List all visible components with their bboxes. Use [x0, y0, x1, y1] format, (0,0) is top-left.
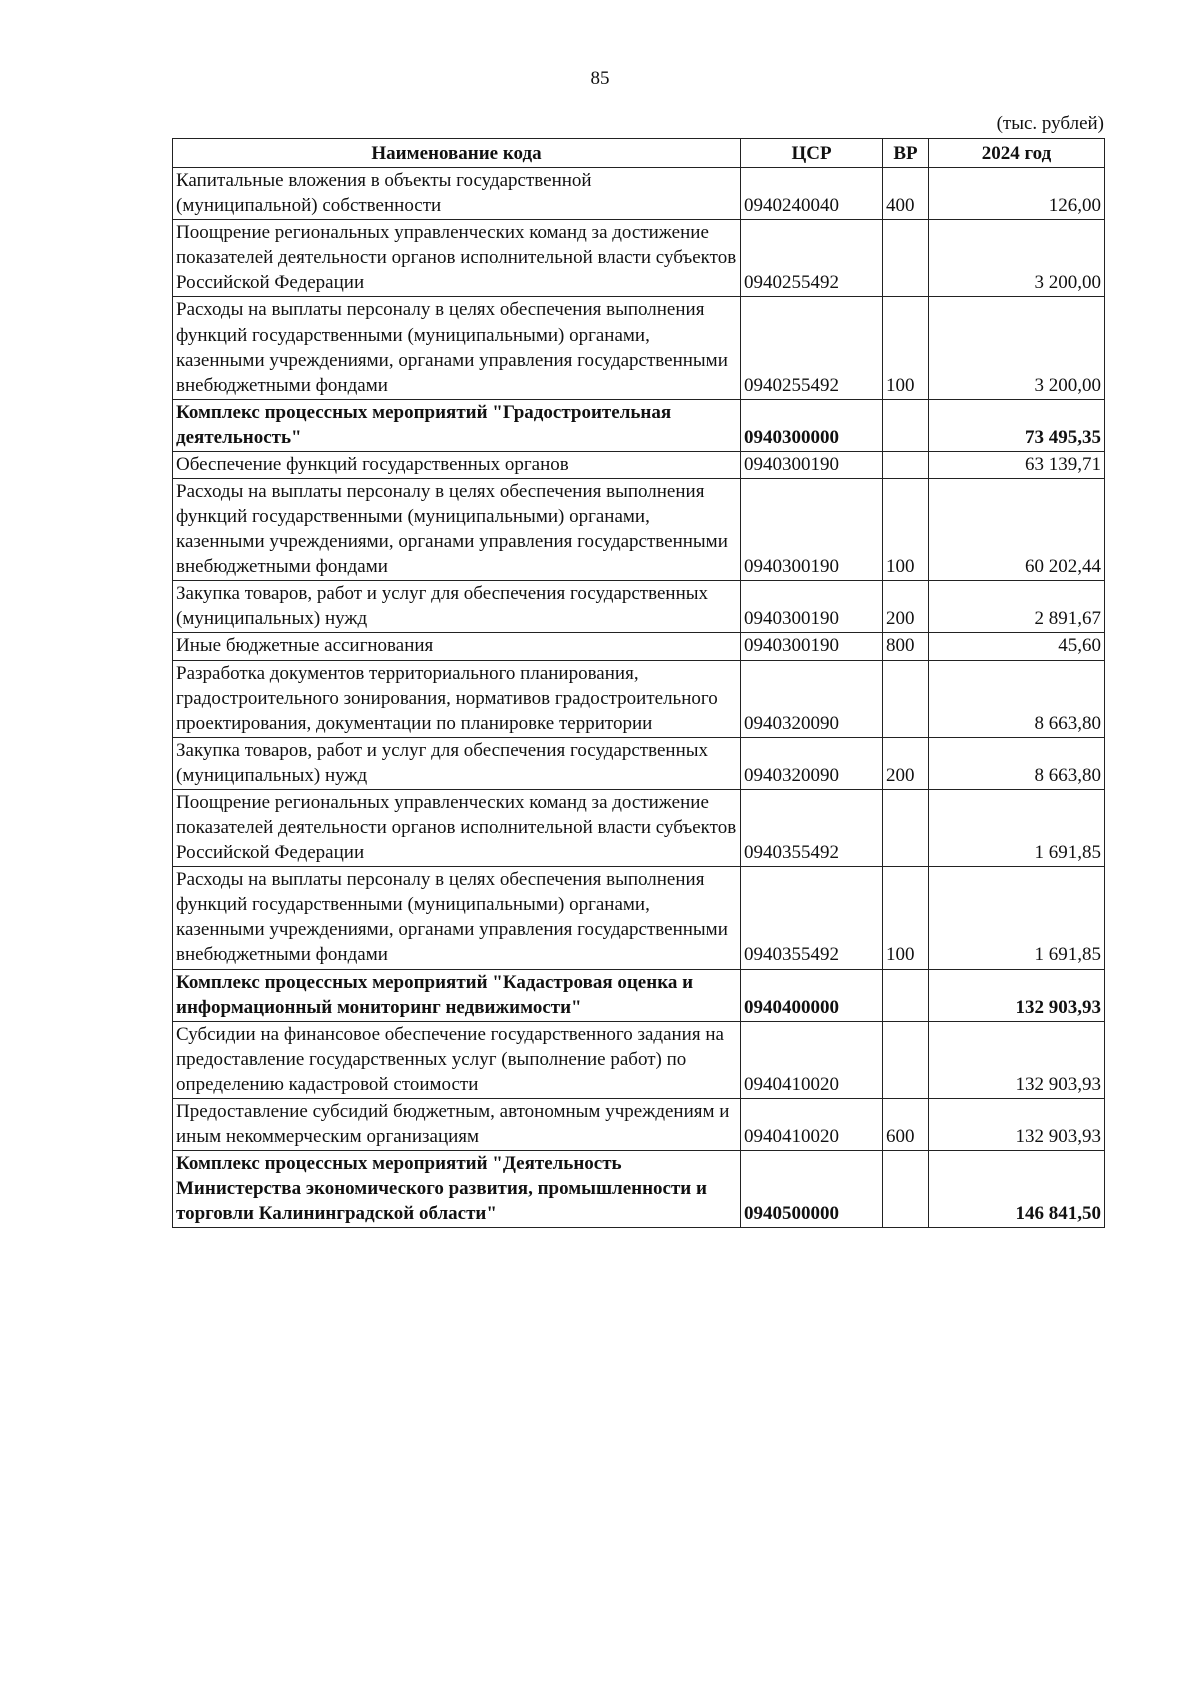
- row-csr: 0940320090: [741, 737, 883, 789]
- table-row-complex: [173, 1151, 1105, 1228]
- row-amount: 3 200,00: [929, 297, 1105, 399]
- table-row: [173, 220, 1105, 297]
- row-csr: 0940255492: [741, 220, 883, 297]
- row-vr: [883, 660, 929, 737]
- row-name: Поощрение региональных управленческих команд за достижение показателей деятельности органов исполнительной власти субъектов Российской Федерации: [173, 220, 741, 297]
- row-csr: 0940355492: [741, 789, 883, 866]
- row-vr: 100: [883, 867, 929, 969]
- row-name: Комплекс процессных мероприятий "Кадастровая оценка и информационный мониторинг недвижимости": [173, 969, 741, 1021]
- row-name: Субсидии на финансовое обеспечение государственного задания на предоставление государственных услуг (выполнение работ) по определению кадастровой стоимости: [173, 1021, 741, 1098]
- row-amount: 3 200,00: [929, 220, 1105, 297]
- row-name: Иные бюджетные ассигнования: [173, 633, 741, 660]
- header-vr: ВР: [883, 139, 929, 168]
- table-header-row: [173, 139, 1105, 168]
- table-row: [173, 660, 1105, 737]
- table-row: [173, 1098, 1105, 1150]
- row-name: Предоставление субсидий бюджетным, автономным учреждениям и иным некоммерческим организациям: [173, 1098, 741, 1150]
- row-vr: 200: [883, 737, 929, 789]
- table-row: [173, 451, 1105, 478]
- row-csr: 0940355492: [741, 867, 883, 969]
- row-vr: [883, 969, 929, 1021]
- row-amount: 45,60: [929, 633, 1105, 660]
- table-row: [173, 479, 1105, 581]
- row-csr: 0940320090: [741, 660, 883, 737]
- row-vr: 800: [883, 633, 929, 660]
- row-amount: 132 903,93: [929, 1098, 1105, 1150]
- header-amount: 2024 год: [929, 139, 1105, 168]
- table-row: [173, 633, 1105, 660]
- row-name: Комплекс процессных мероприятий "Деятельность Министерства экономического развития, промышленности и торговли Калининградской области": [173, 1151, 741, 1228]
- row-name: Расходы на выплаты персоналу в целях обеспечения выполнения функций государственными (муниципальными) органами, казенными учреждениями, органами управления государственными внебюджетными фондами: [173, 479, 741, 581]
- row-amount: 126,00: [929, 168, 1105, 220]
- row-amount: 8 663,80: [929, 737, 1105, 789]
- row-csr: 0940300190: [741, 479, 883, 581]
- row-name: Разработка документов территориального планирования, градостроительного зонирования, нормативов градостроительного проектирования, документации по планировке территории: [173, 660, 741, 737]
- row-amount: 132 903,93: [929, 969, 1105, 1021]
- row-vr: [883, 451, 929, 478]
- row-csr: 0940400000: [741, 969, 883, 1021]
- row-csr: 0940410020: [741, 1021, 883, 1098]
- row-csr: 0940300190: [741, 633, 883, 660]
- row-vr: 400: [883, 168, 929, 220]
- row-name: Капитальные вложения в объекты государственной (муниципальной) собственности: [173, 168, 741, 220]
- table-row-complex: [173, 969, 1105, 1021]
- row-amount: 63 139,71: [929, 451, 1105, 478]
- row-vr: [883, 789, 929, 866]
- row-csr: 0940300190: [741, 451, 883, 478]
- row-vr: [883, 1151, 929, 1228]
- row-amount: 60 202,44: [929, 479, 1105, 581]
- header-name: Наименование кода: [173, 139, 741, 168]
- table-row: [173, 867, 1105, 969]
- row-name: Обеспечение функций государственных органов: [173, 451, 741, 478]
- row-name: Комплекс процессных мероприятий "Градостроительная деятельность": [173, 399, 741, 451]
- table-row: [173, 789, 1105, 866]
- row-name: Расходы на выплаты персоналу в целях обеспечения выполнения функций государственными (муниципальными) органами, казенными учреждениями, органами управления государственными внебюджетными фондами: [173, 297, 741, 399]
- row-amount: 132 903,93: [929, 1021, 1105, 1098]
- table-row: [173, 1021, 1105, 1098]
- row-csr: 0940240040: [741, 168, 883, 220]
- row-amount: 1 691,85: [929, 867, 1105, 969]
- row-amount: 8 663,80: [929, 660, 1105, 737]
- row-csr: 0940410020: [741, 1098, 883, 1150]
- row-vr: 100: [883, 297, 929, 399]
- row-vr: 200: [883, 581, 929, 633]
- row-vr: [883, 399, 929, 451]
- header-csr: ЦСР: [741, 139, 883, 168]
- row-name: Закупка товаров, работ и услуг для обеспечения государственных (муниципальных) нужд: [173, 581, 741, 633]
- row-vr: 600: [883, 1098, 929, 1150]
- table-row: [173, 297, 1105, 399]
- row-vr: 100: [883, 479, 929, 581]
- row-vr: [883, 1021, 929, 1098]
- table-row: [173, 737, 1105, 789]
- row-csr: 0940300190: [741, 581, 883, 633]
- row-vr: [883, 220, 929, 297]
- row-name: Закупка товаров, работ и услуг для обеспечения государственных (муниципальных) нужд: [173, 737, 741, 789]
- row-name: Поощрение региональных управленческих команд за достижение показателей деятельности органов исполнительной власти субъектов Российской Федерации: [173, 789, 741, 866]
- row-amount: 146 841,50: [929, 1151, 1105, 1228]
- units-label: (тыс. рублей): [996, 113, 1104, 134]
- row-csr: 0940300000: [741, 399, 883, 451]
- table-row: [173, 168, 1105, 220]
- page-number: 85: [590, 68, 610, 89]
- row-amount: 73 495,35: [929, 399, 1105, 451]
- row-amount: 2 891,67: [929, 581, 1105, 633]
- row-csr: 0940500000: [741, 1151, 883, 1228]
- row-amount: 1 691,85: [929, 789, 1105, 866]
- row-name: Расходы на выплаты персоналу в целях обеспечения выполнения функций государственными (муниципальными) органами, казенными учреждениями, органами управления государственными внебюджетными фондами: [173, 867, 741, 969]
- table-row-complex: [173, 399, 1105, 451]
- row-csr: 0940255492: [741, 297, 883, 399]
- table-row: [173, 581, 1105, 633]
- budget-table: [172, 138, 1105, 1228]
